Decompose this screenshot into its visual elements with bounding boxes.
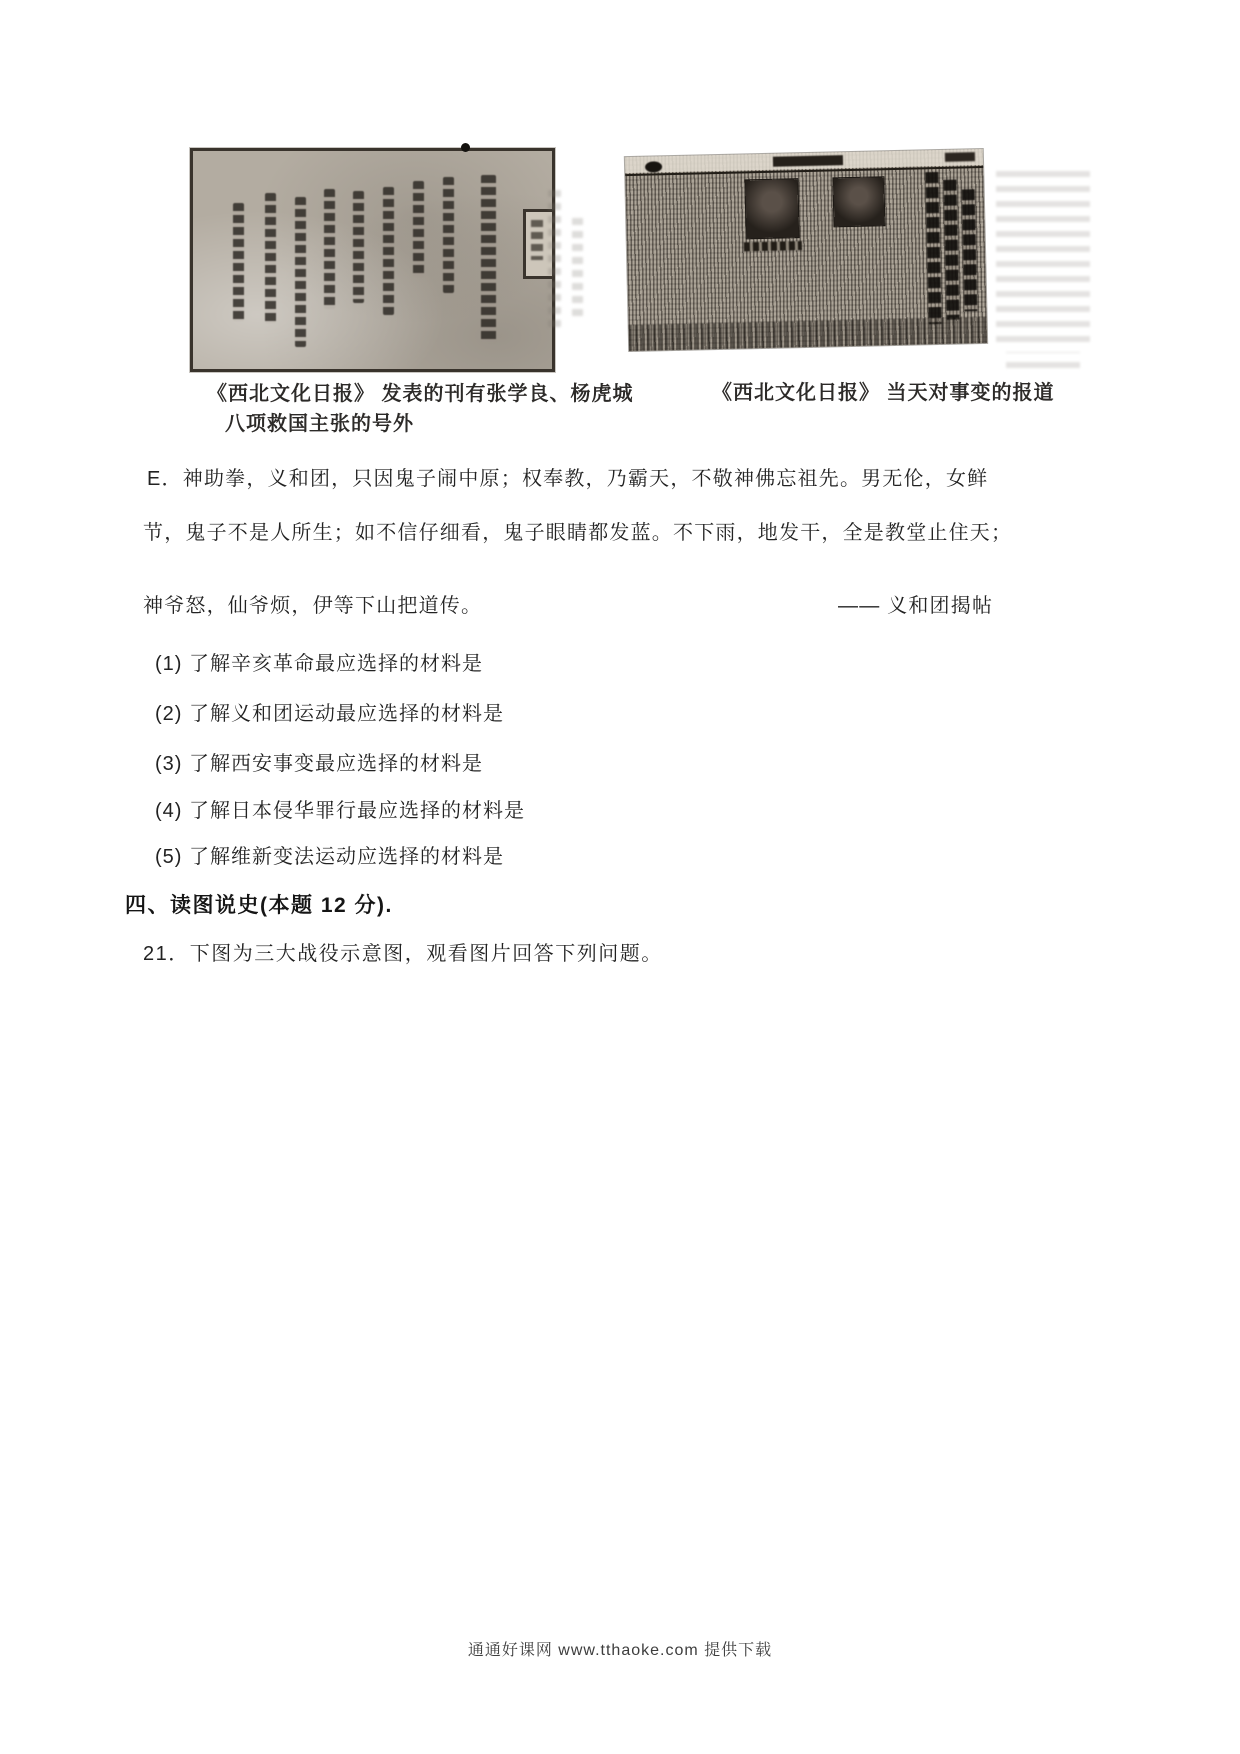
bleedthrough-mark <box>996 170 1090 342</box>
vertical-text-column <box>383 187 394 315</box>
vertical-text-column <box>324 189 335 309</box>
masthead-date <box>945 152 975 162</box>
photo-caption-bar <box>744 241 802 251</box>
sub-question-4: (4) 了解日本侵华罪行最应选择的材料是 <box>155 800 525 822</box>
sub-question-2: (2) 了解义和团运动最应选择的材料是 <box>155 703 504 725</box>
left-figure-caption <box>207 377 634 436</box>
section-four-header: 四、读图说史(本题 12 分). <box>125 894 393 917</box>
left-caption-line2: 八项救国主张的号外 <box>225 413 414 435</box>
site-footer: 通通好课网 www.tthaoke.com 提供下载 <box>467 1642 773 1659</box>
material-e-line1: E．神助拳，义和团，只因鬼子闹中原；权奉教，乃霸天，不敬神佛忘祖先。男无伦，女鲜 <box>147 468 989 490</box>
vertical-text-column <box>265 193 276 323</box>
vertical-text-column <box>233 203 244 321</box>
right-figure-caption: 《西北文化日报》 当天对事变的报道 <box>712 382 1055 404</box>
scan-dot <box>461 143 470 152</box>
newspaper-scan-right <box>625 149 987 351</box>
bleedthrough-mark <box>572 218 583 322</box>
vertical-text-column <box>413 181 424 277</box>
bleedthrough-mark <box>1006 352 1080 368</box>
sub-question-1: (1) 了解辛亥革命最应选择的材料是 <box>155 653 483 675</box>
vertical-text-column <box>353 191 364 303</box>
vertical-text-column <box>443 177 454 293</box>
headline-column <box>943 180 959 320</box>
headline-column <box>925 172 941 324</box>
portrait-photo-yang <box>833 177 884 226</box>
material-e-source: —— 义和团揭帖 <box>838 595 994 617</box>
vertical-text-column <box>295 197 306 347</box>
vertical-text-column <box>481 175 496 343</box>
masthead-title <box>773 155 843 167</box>
material-e-line2: 节，鬼子不是人所生；如不信仔细看，鬼子眼睛都发蓝。不下雨，地发干，全是教堂止住天； <box>143 522 1013 544</box>
material-e-label: E． <box>147 468 183 490</box>
bleedthrough-mark <box>548 190 561 328</box>
newspaper-scan-left <box>190 148 555 372</box>
newsprint-bottom-shade <box>629 317 987 351</box>
portrait-photo-zhang <box>745 179 798 238</box>
left-caption-line1: 《西北文化日报》 发表的刊有张学良、杨虎城 <box>207 383 634 405</box>
sub-question-3: (3) 了解西安事变最应选择的材料是 <box>155 753 483 775</box>
material-e-line3: 神爷怒，仙爷烦，伊等下山把道传。 <box>143 595 483 617</box>
question-21: 21．下图为三大战役示意图，观看图片回答下列问题。 <box>143 943 663 965</box>
sub-question-5: (5) 了解维新变法运动应选择的材料是 <box>155 846 504 868</box>
headline-column <box>962 189 978 311</box>
